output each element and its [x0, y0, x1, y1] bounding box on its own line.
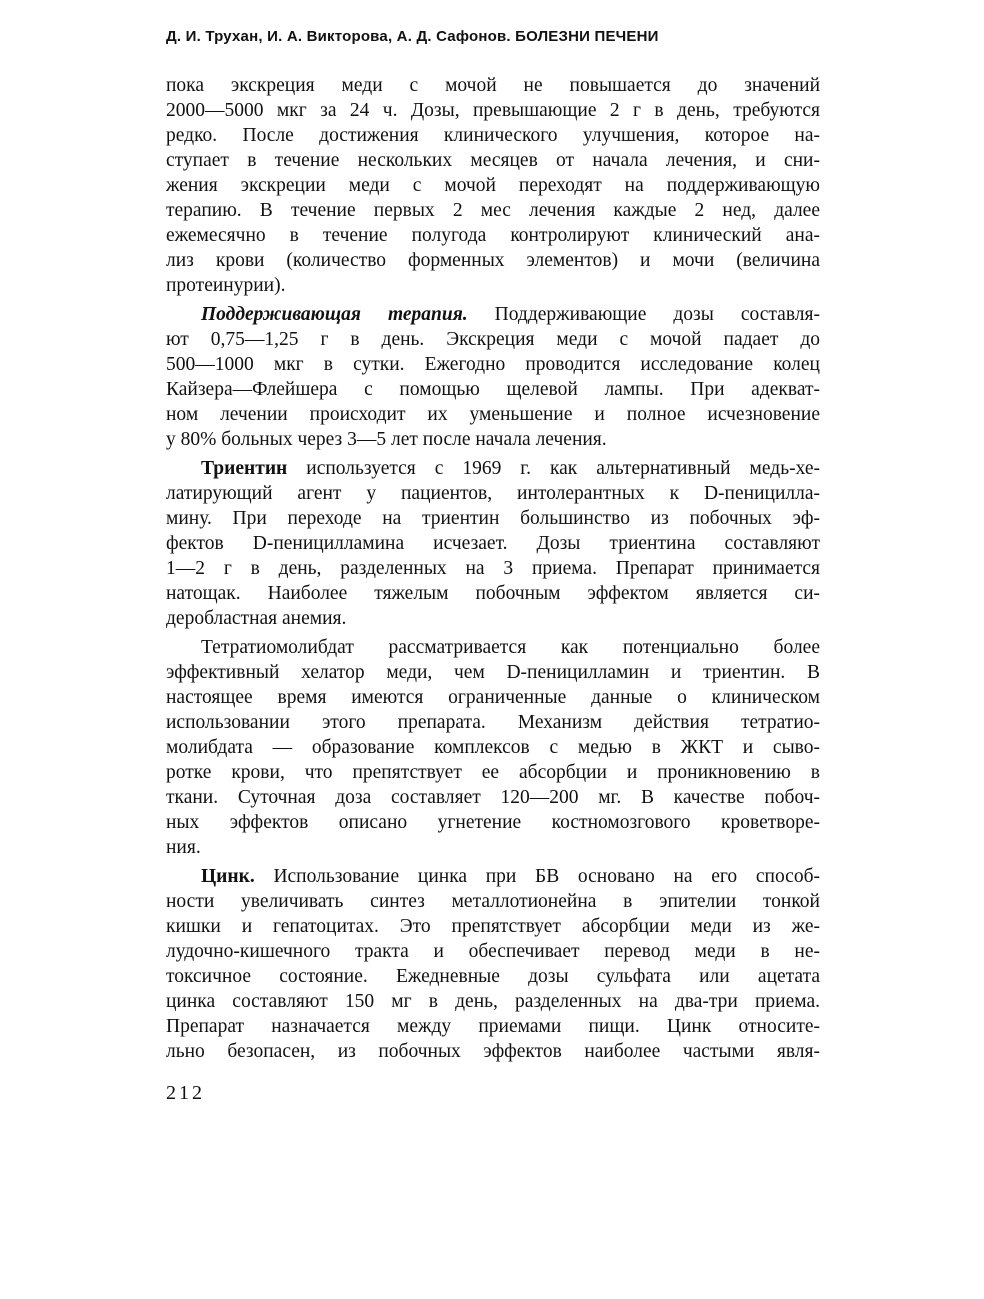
paragraph-continuation	[166, 73, 820, 298]
text-line: ежемесячно в течение полугода контролируют клинический ана-	[166, 225, 820, 246]
text-line: Кайзера—Флейшера с помощью щелевой лампы. При адекват-	[166, 379, 820, 400]
text-line: деробластная анемия.	[166, 608, 347, 629]
text-line: настоящее время имеются ограниченные данные о клиническом	[166, 687, 820, 708]
text-line: токсичное состояние. Ежедневные дозы сульфата или ацетата	[166, 966, 820, 987]
text-line: лудочно-кишечного тракта и обеспечивает перевод меди в не-	[166, 941, 820, 962]
text-line: ных эффектов описано угнетение костномозгового кроветворе-	[166, 812, 820, 833]
text-line: цинка составляют 150 мг в день, разделенных на два-три приема.	[166, 991, 820, 1012]
paragraph-maintenance-therapy	[166, 302, 820, 452]
text-line: 500—1000 мкг в сутки. Ежегодно проводится исследование колец	[166, 354, 820, 375]
text-line: Препарат назначается между приемами пищи. Цинк относите-	[166, 1016, 820, 1037]
text-line: молибдата — образование комплексов с медью в ЖКТ и сыво-	[166, 737, 820, 758]
text-line: мину. При переходе на триентин большинство из побочных эф-	[166, 508, 820, 529]
text-line: терапию. В течение первых 2 мес лечения каждые 2 нед, далее	[166, 200, 820, 221]
text-line: ности увеличивать синтез металлотионейна в эпителии тонкой	[166, 891, 820, 912]
text-line: редко. После достижения клинического улучшения, которое на-	[166, 125, 820, 146]
text-line: фектов D-пеницилламина исчезает. Дозы триентина составляют	[166, 533, 820, 554]
paragraph-zinc	[166, 864, 820, 1064]
text-line-first: Тетратиомолибдат рассматривается как потенциально более	[201, 637, 820, 658]
page-number: 212	[166, 1082, 205, 1104]
text-line: кишки и гепатоцитах. Это препятствует абсорбции меди из же-	[166, 916, 820, 937]
text-line: натощак. Наиболее тяжелым побочным эффектом является си-	[166, 583, 820, 604]
text-line-first	[166, 456, 820, 481]
paragraph-lead-text: используется с 1969 г. как альтернативный медь-хе-	[287, 458, 820, 479]
running-head: Д. И. Трухан, И. А. Викторова, А. Д. Сафонов. БОЛЕЗНИ ПЕЧЕНИ	[166, 28, 659, 45]
paragraph-lead-heading: Поддерживающая терапия.	[201, 304, 468, 325]
text-line: ротке крови, что препятствует ее абсорбции и проникновению в	[166, 762, 820, 783]
text-line-first	[166, 302, 820, 327]
text-line: жения экскреции меди с мочой переходят на поддерживающую	[166, 175, 820, 196]
paragraph-tetrathiomolybdate	[166, 635, 820, 860]
paragraph-lead-text: Использование цинка при БВ основано на его способ-	[254, 866, 820, 887]
text-line: ния.	[166, 837, 201, 858]
text-line: пока экскреция меди с мочой не повышается до значений	[166, 75, 820, 96]
paragraph-lead-text: Поддерживающие дозы составля-	[467, 304, 820, 325]
paragraph-trientine	[166, 456, 820, 631]
text-line: льно безопасен, из побочных эффектов наиболее частыми явля-	[166, 1041, 820, 1062]
text-line-first	[166, 864, 820, 889]
text-line: латирующий агент у пациентов, интолерантных к D-пеницилла-	[166, 483, 820, 504]
text-line: использовании этого препарата. Механизм действия тетратио-	[166, 712, 820, 733]
body-text	[166, 73, 820, 1068]
text-line: ном лечении происходит их уменьшение и полное исчезновение	[166, 404, 820, 425]
text-line: эффективный хелатор меди, чем D-пеницилламин и триентин. В	[166, 662, 820, 683]
paragraph-lead-term: Цинк.	[201, 866, 255, 887]
text-line: 1—2 г в день, разделенных на 3 приема. Препарат принимается	[166, 558, 820, 579]
text-line: лиз крови (количество форменных элементов) и мочи (величина	[166, 250, 820, 271]
text-line: ступает в течение нескольких месяцев от начала лечения, и сни-	[166, 150, 820, 171]
text-line: 2000—5000 мкг за 24 ч. Дозы, превышающие 2 г в день, требуются	[166, 100, 820, 121]
text-line: ют 0,75—1,25 г в день. Экскреция меди с мочой падает до	[166, 329, 820, 350]
paragraph-lead-term: Триентин	[201, 458, 288, 479]
text-line: у 80% больных через 3—5 лет после начала лечения.	[166, 429, 607, 450]
text-line: протеинурии).	[166, 275, 286, 296]
text-line: ткани. Суточная доза составляет 120—200 мг. В качестве побоч-	[166, 787, 820, 808]
